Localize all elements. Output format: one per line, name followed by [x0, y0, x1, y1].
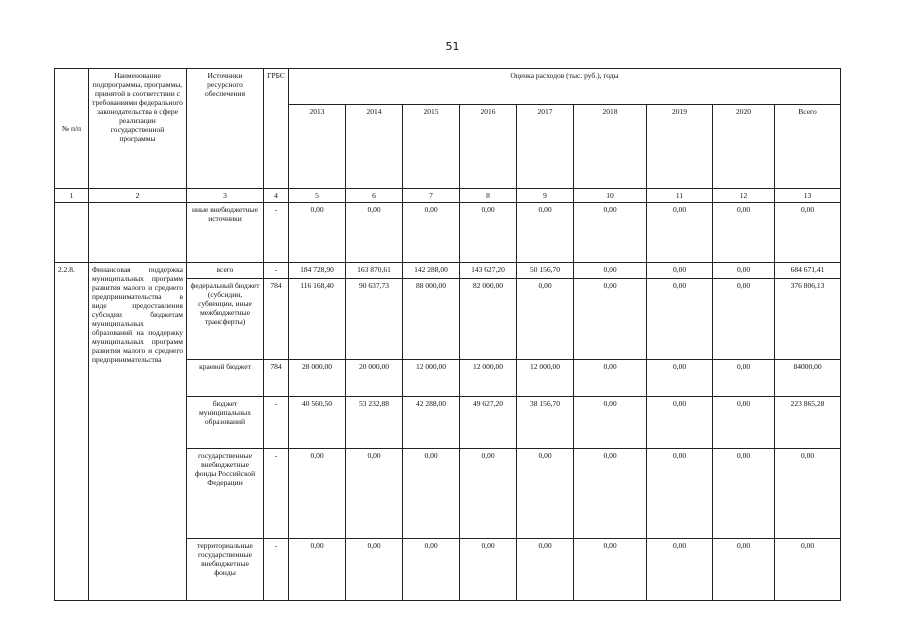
- cell-value: 0,00: [713, 263, 775, 279]
- header-name: Наименование подпрограммы, программы, принятой в соответствии с требованиями федерального законодательства в сфере реализации государственной программы: [89, 69, 187, 189]
- col-number: 3: [187, 189, 264, 203]
- header-estimate: Оценка расходов (тыс. руб.), годы: [289, 69, 841, 105]
- cell-value: 0,00: [574, 203, 647, 263]
- cell-source: государственные внебюджетные фонды Российской Федерации: [187, 449, 264, 539]
- cell-source: территориальные государственные внебюджетные фонды: [187, 539, 264, 601]
- cell-source: всего: [187, 263, 264, 279]
- col-number: 10: [574, 189, 647, 203]
- cell-value: 0,00: [574, 263, 647, 279]
- cell-value: 142 288,00: [403, 263, 460, 279]
- cell-value: 0,00: [289, 539, 346, 601]
- cell-value: 0,00: [775, 449, 841, 539]
- cell-value: 116 168,40: [289, 279, 346, 360]
- cell-value: 684 671,41: [775, 263, 841, 279]
- cell-value: 40 560,50: [289, 397, 346, 449]
- program-num: 2.2.8.: [55, 263, 89, 601]
- cell-value: 0,00: [460, 203, 517, 263]
- cell-grbs: 784: [264, 279, 289, 360]
- cell-value: 0,00: [775, 203, 841, 263]
- cell-value: 0,00: [713, 360, 775, 397]
- cell-value: 0,00: [713, 397, 775, 449]
- col-number: 8: [460, 189, 517, 203]
- col-number: 12: [713, 189, 775, 203]
- cell-value: 0,00: [517, 203, 574, 263]
- col-number: 2: [89, 189, 187, 203]
- year-header: 2019: [647, 105, 713, 189]
- page-number: 51: [445, 40, 460, 53]
- col-number: 1: [55, 189, 89, 203]
- cell-source: федеральный бюджет (субсидии, субвенции, иные межбюджетные трансферты): [187, 279, 264, 360]
- cell-grbs: -: [264, 203, 289, 263]
- cell-value: 0,00: [713, 539, 775, 601]
- cell-value: 0,00: [346, 539, 403, 601]
- budget-table: [54, 68, 841, 601]
- cell-source: краевой бюджет: [187, 360, 264, 397]
- cell-source: бюджет муниципальных образований: [187, 397, 264, 449]
- header-num: № п/п: [55, 69, 89, 189]
- cell-value: 0,00: [460, 539, 517, 601]
- cell-value: 376 806,13: [775, 279, 841, 360]
- cell-value: 53 232,88: [346, 397, 403, 449]
- cell-value: 12 000,00: [460, 360, 517, 397]
- table-row: [55, 203, 841, 263]
- cell-value: 0,00: [517, 539, 574, 601]
- cell-value: 49 627,20: [460, 397, 517, 449]
- cell-value: 0,00: [574, 539, 647, 601]
- cell-value: 0,00: [403, 539, 460, 601]
- cell-value: 0,00: [346, 203, 403, 263]
- cell-value: 0,00: [775, 539, 841, 601]
- cell-value: 0,00: [647, 449, 713, 539]
- total-header: Всего: [775, 105, 841, 189]
- cell-value: 88 000,00: [403, 279, 460, 360]
- cell-value: 0,00: [574, 360, 647, 397]
- year-header: 2014: [346, 105, 403, 189]
- cell-value: 0,00: [647, 539, 713, 601]
- cell-num: [55, 203, 89, 263]
- column-numbers-row: [55, 189, 841, 203]
- cell-value: 12 000,00: [403, 360, 460, 397]
- col-number: 5: [289, 189, 346, 203]
- col-number: 6: [346, 189, 403, 203]
- cell-value: 28 000,00: [289, 360, 346, 397]
- table-row: [55, 263, 841, 279]
- cell-source: иные внебюджетные источники: [187, 203, 264, 263]
- cell-value: 0,00: [574, 279, 647, 360]
- cell-value: 0,00: [647, 203, 713, 263]
- year-header: 2015: [403, 105, 460, 189]
- header-row: [55, 69, 841, 105]
- cell-value: 0,00: [403, 203, 460, 263]
- cell-value: 0,00: [713, 449, 775, 539]
- cell-name: [89, 203, 187, 263]
- cell-value: 12 000,00: [517, 360, 574, 397]
- cell-value: 84000,00: [775, 360, 841, 397]
- year-header: 2016: [460, 105, 517, 189]
- cell-grbs: -: [264, 539, 289, 601]
- cell-value: 82 000,00: [460, 279, 517, 360]
- cell-value: 42 288,00: [403, 397, 460, 449]
- cell-value: 0,00: [574, 449, 647, 539]
- cell-grbs: -: [264, 397, 289, 449]
- year-header: 2013: [289, 105, 346, 189]
- header-sources: Источники ресурсного обеспечения: [187, 69, 264, 189]
- cell-value: 0,00: [647, 279, 713, 360]
- cell-value: 143 627,20: [460, 263, 517, 279]
- cell-value: 0,00: [517, 449, 574, 539]
- cell-value: 223 865,28: [775, 397, 841, 449]
- cell-value: 20 000,00: [346, 360, 403, 397]
- col-number: 9: [517, 189, 574, 203]
- cell-value: 0,00: [346, 449, 403, 539]
- year-header: 2020: [713, 105, 775, 189]
- cell-value: 0,00: [517, 279, 574, 360]
- year-header: 2018: [574, 105, 647, 189]
- col-number: 11: [647, 189, 713, 203]
- cell-value: 0,00: [460, 449, 517, 539]
- cell-grbs: -: [264, 263, 289, 279]
- cell-value: 38 156,70: [517, 397, 574, 449]
- cell-value: 0,00: [713, 203, 775, 263]
- cell-grbs: -: [264, 449, 289, 539]
- col-number: 7: [403, 189, 460, 203]
- cell-value: 163 870,61: [346, 263, 403, 279]
- cell-value: 0,00: [647, 360, 713, 397]
- cell-value: 0,00: [574, 397, 647, 449]
- cell-grbs: 784: [264, 360, 289, 397]
- cell-value: 0,00: [647, 397, 713, 449]
- program-name: Финансовая поддержка муниципальных программ развития малого и среднего предпринимательства в виде предоставления субсидии бюджетам муниципальных образований на поддержку муниципальных программ развития малого и среднего предпринимательства: [89, 263, 187, 601]
- cell-value: 0,00: [647, 263, 713, 279]
- cell-value: 90 637,73: [346, 279, 403, 360]
- cell-value: 0,00: [289, 449, 346, 539]
- col-number: 13: [775, 189, 841, 203]
- col-number: 4: [264, 189, 289, 203]
- cell-value: 0,00: [403, 449, 460, 539]
- cell-value: 0,00: [289, 203, 346, 263]
- year-header: 2017: [517, 105, 574, 189]
- cell-value: 50 156,70: [517, 263, 574, 279]
- header-grbs: ГРБС: [264, 69, 289, 189]
- cell-value: 0,00: [713, 279, 775, 360]
- cell-value: 184 728,90: [289, 263, 346, 279]
